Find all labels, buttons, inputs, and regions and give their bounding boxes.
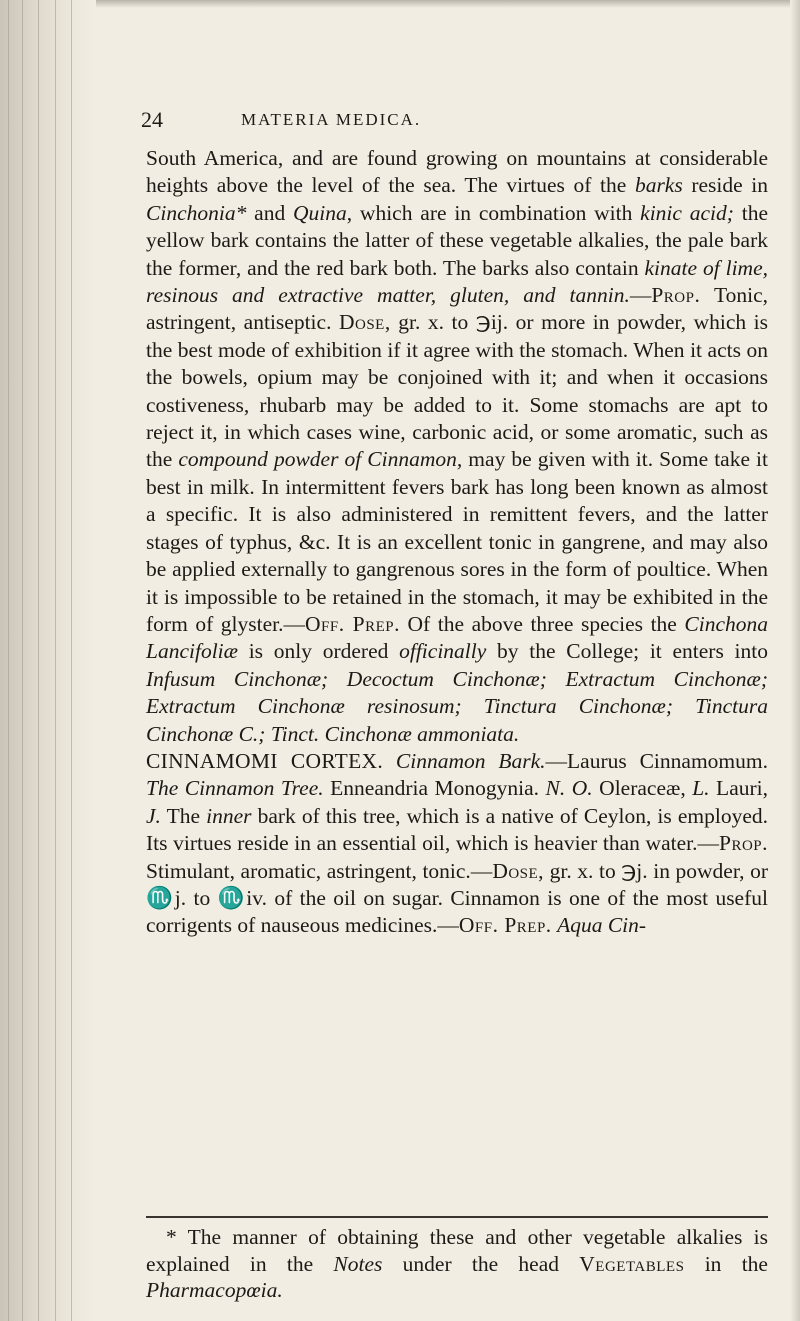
prop-label: Prop.: [718, 831, 768, 856]
off-prep-label: Off. Prep.: [305, 611, 400, 636]
footnote: * The manner of obtaining these and other vegetable alkalies is explained in the Notes under the head Vegetables in the Pharmacopœia.: [146, 1225, 768, 1302]
off-prep-label: Off. Prep.: [458, 913, 552, 938]
main-text: [146, 145, 768, 940]
binding-line: [22, 0, 23, 1321]
book-binding-shadow: [0, 0, 96, 1321]
page-right-edge: [790, 0, 800, 1321]
page-header: [141, 107, 766, 137]
binding-line: [8, 0, 9, 1321]
paragraph-cinnamon: CINNAMOMI CORTEX. Cinnamon Bark.—Laurus Cinnamomum. The Cinnamon Tree. Enneandria Monogynia. N. O. Oleraceæ, L. Lauri, J. The inner bark of this tree, which is a native of Ceylon, is employed. Its virtues reside in an essential oil, which is heavier than water.—Prop. Stimulant, aromatic, astringent, tonic.—Dose, gr. x. to ℈j. in powder, or ♏j. to ♏iv. of the oil on sugar. Cinnamon is one of the most useful corrigents of nauseous medicines.—Off. Prep. Aqua Cin-: [146, 748, 768, 938]
binding-line: [71, 0, 72, 1321]
paragraph-cinchona: South America, and are found growing on mountains at considerable heights above the level of the sea. The virtues of the barks reside in Cinchonia* and Quina, which are in combination with kinic acid; the yellow bark contains the latter of these vegetable alkalies, the pale bark the former, and the red bark both. The barks also contain kinate of lime, resinous and extractive matter, gluten, and tannin.—Prop. Tonic, astringent, antiseptic. Dose, gr. x. to ℈ij. or more in powder, which is the best mode of exhibition if it agree with the stomach. When it acts on the bowels, opium may be conjoined with it; and when it occasions costiveness, rhubarb may be added to it. Some stomachs are apt to reject it, in which cases wine, carbonic acid, or some aromatic, such as the compound powder of Cinnamon, may be given with it. Some take it best in milk. In intermittent fevers bark has long been known as almost a specific. It is also administered in remittent fevers, and the latter stages of typhus, &c. It is an excellent tonic in gangrene, and may also be applied externally to gangrenous sores in the form of poultice. When it is impossible to be retained in the stomach, it may be exhibited in the form of glyster.—Off. Prep. Of the above three species the Cinchona Lancifoliæ is only ordered officinally by the College; it enters into Infusum Cinchonæ; Decoctum Cinchonæ; Extractum Cinchonæ; Extractum Cinchonæ resinosum; Tinctura Cinchonæ; Tinctura Cinchonæ C.; Tinct. Cinchonæ ammoniata.: [146, 146, 768, 746]
running-title: MATERIA MEDICA.: [241, 110, 422, 129]
page-top-edge: [0, 0, 800, 8]
binding-line: [38, 0, 39, 1321]
page-number: 24: [141, 107, 163, 132]
dose-label: Dose,: [338, 310, 391, 335]
entry-heading: CINNAMOMI CORTEX.: [146, 748, 384, 773]
dose-label: Dose,: [492, 858, 545, 883]
footnote-divider: [146, 1216, 768, 1218]
prop-label: Prop.: [651, 283, 701, 308]
binding-line: [55, 0, 56, 1321]
